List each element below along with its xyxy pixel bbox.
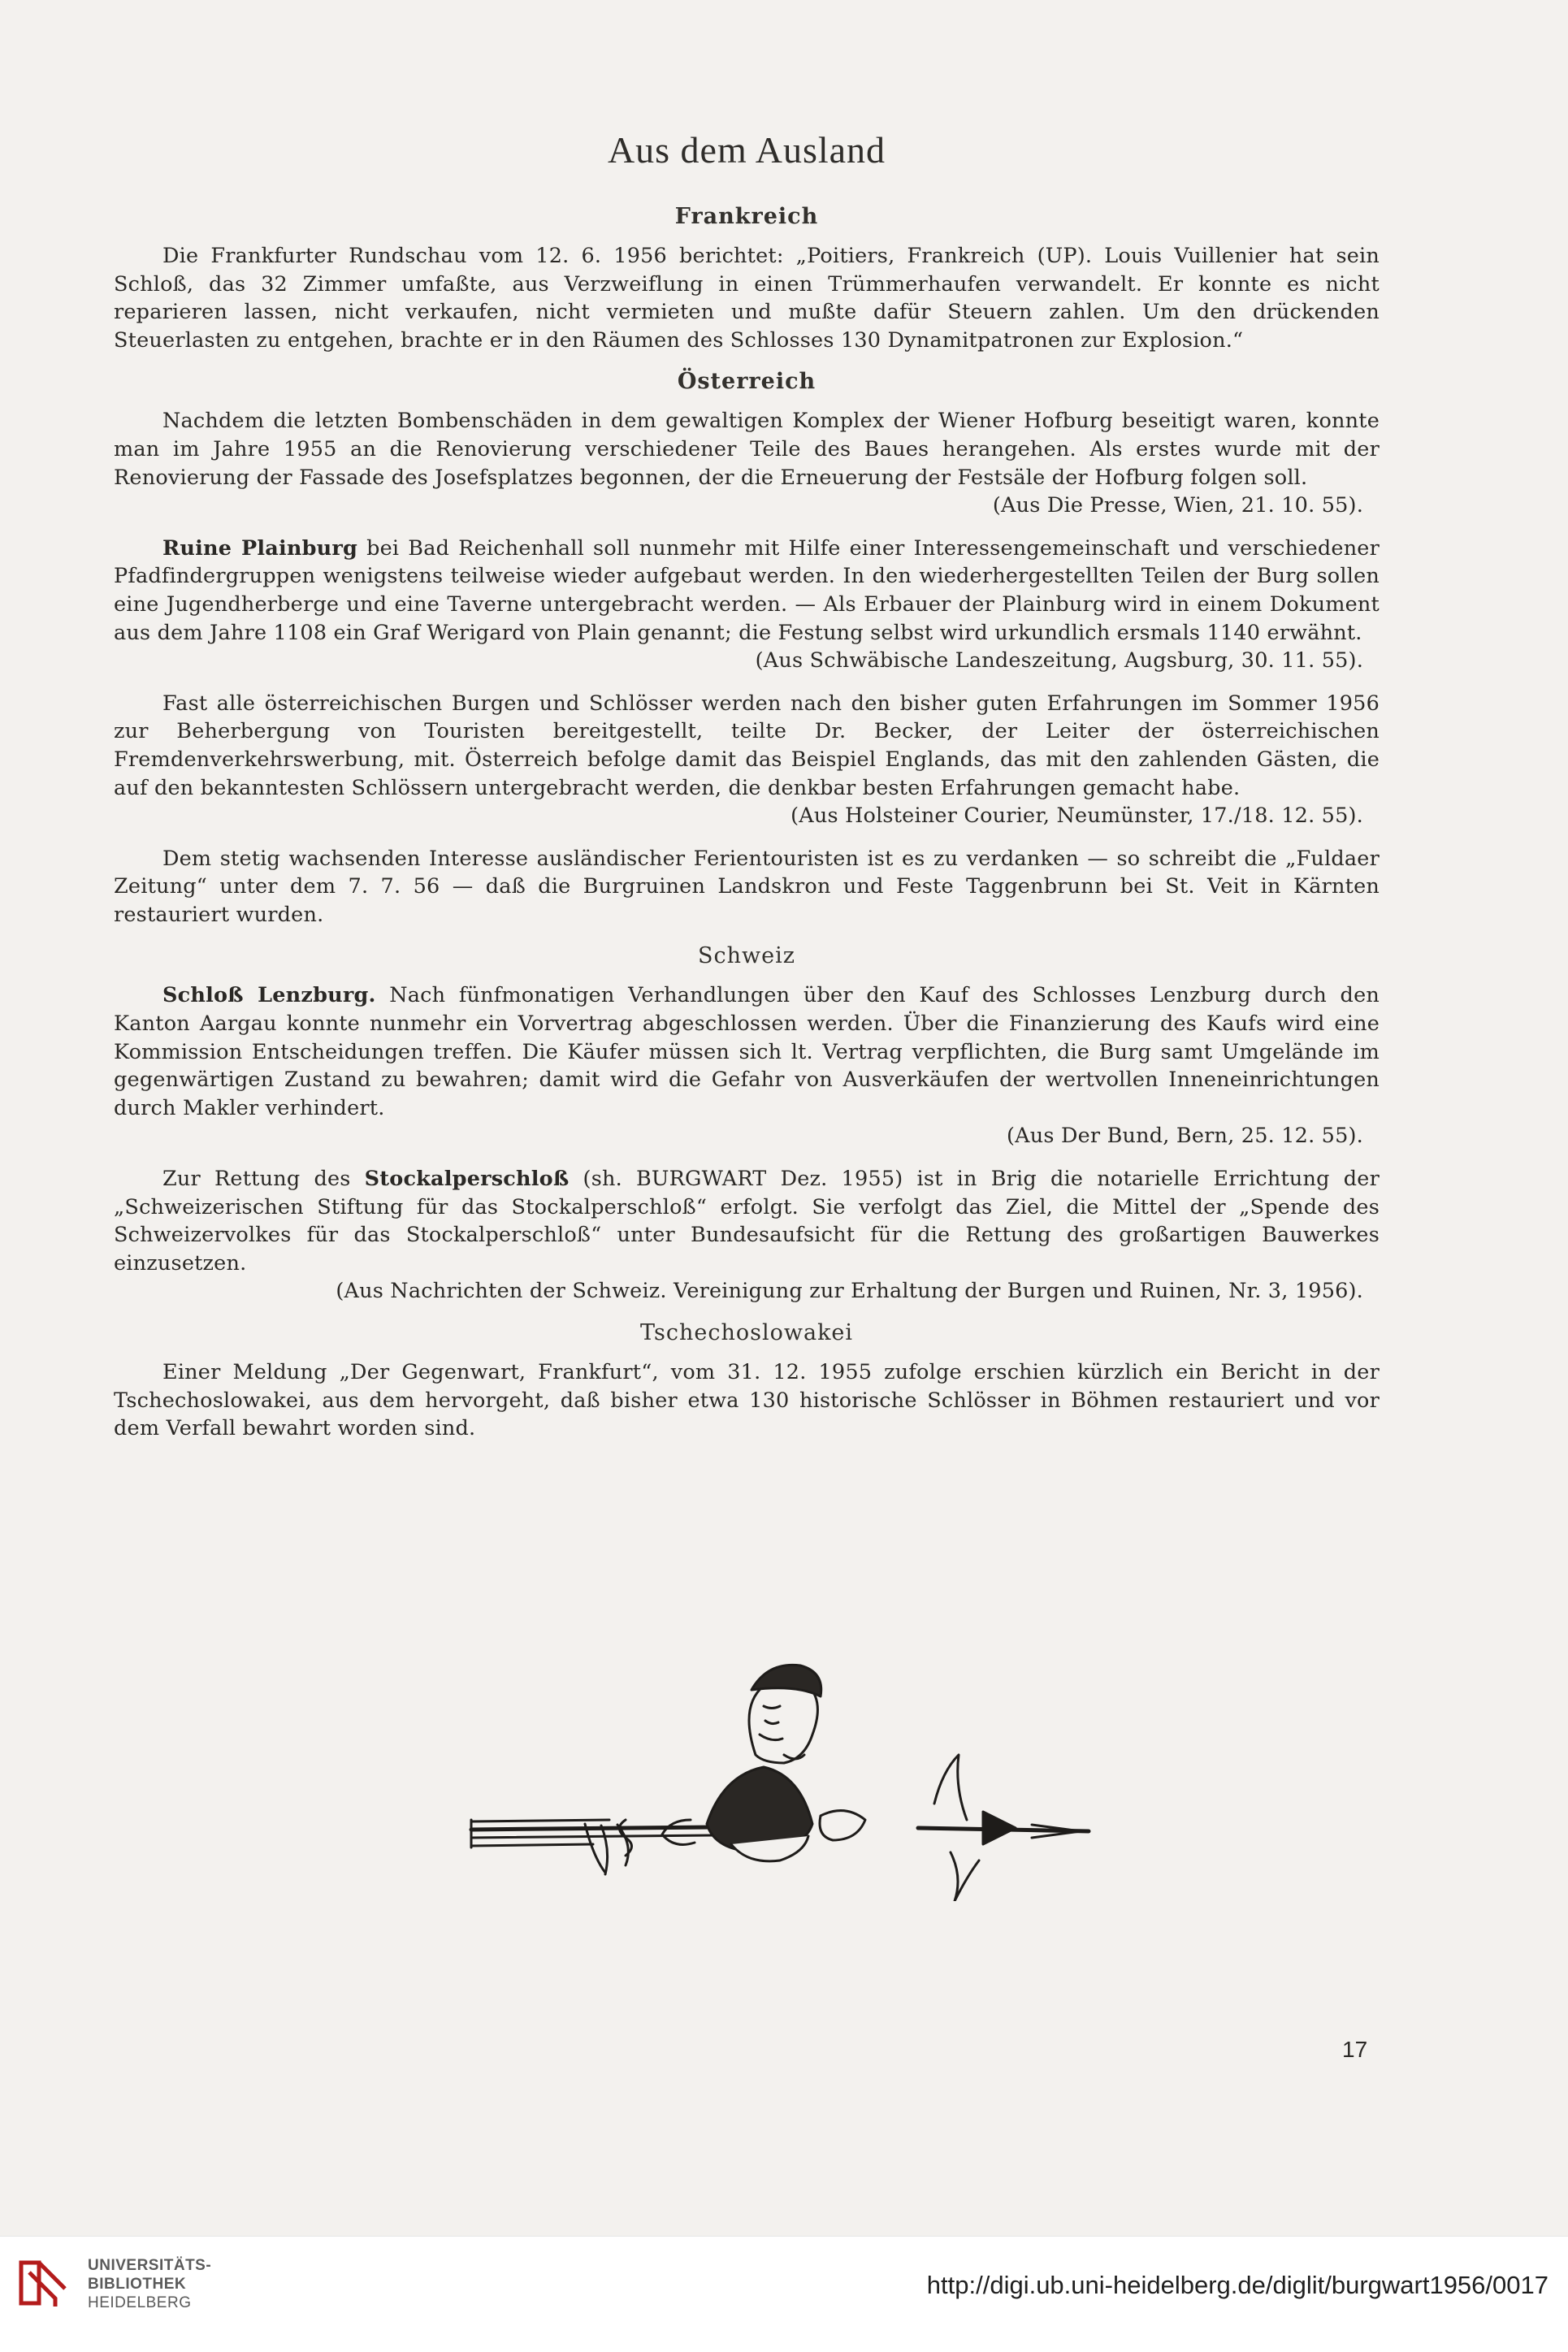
footer-bar [0, 2236, 1568, 2352]
library-name-line1: UNIVERSITÄTS- [88, 2257, 212, 2274]
section-heading-tschechoslowakei: Tschechoslowakei [639, 1320, 854, 1345]
paragraph-hofburg [114, 407, 1380, 519]
paragraph-plainburg-text: bei Bad Reichenhall soll nunmehr mit Hilfe einer Interessengemeinschaft und verschiedener Pfadfindergruppen wenigstens teilweise wieder aufgebaut werden. In den wiederhergestellten Teilen der Burg sollen eine Jugendherberge und eine Taverne untergebracht werden. — Als Erbauer der Plainburg wird in einem Dokument aus dem Jahre 1108 ein Graf Werigard von Plain genannt; die Festung selbst wird urkundlich ersmals 1140 erwähnt. [114, 535, 1380, 645]
bold-term: Stockalperschloß [364, 1167, 570, 1192]
source-citation: (Aus Die Presse, Wien, 21. 10. 55). [992, 493, 1363, 518]
paragraph-tschechoslowakei: Einer Meldung „Der Gegenwart, Frankfurt“, vom 31. 12. 1955 zufolge erschien kürzlich ein Bericht in der Tschechoslowakei, aus dem hervorgeht, daß bisher etwa 130 historische Schlösser in Böhmen restauriert und vor dem Verfall bewahrt worden sind. [114, 1360, 1380, 1441]
library-name-line2: BIBLIOTHEK [88, 2276, 187, 2293]
library-name [88, 2256, 211, 2312]
permalink-url[interactable]: http://digi.ub.uni-heidelberg.de/diglit/burgwart1956/0017 [926, 2271, 1549, 2299]
section-heading-frankreich: Frankreich [674, 204, 819, 229]
library-name-line3: HEIDELBERG [88, 2294, 192, 2311]
section-heading-oesterreich: Österreich [677, 369, 816, 395]
library-logo-icon [15, 2255, 71, 2311]
source-citation: (Aus Nachrichten der Schweiz. Vereinigung zur Erhaltung der Burgen und Ruinen, Nr. 3, 1956). [336, 1279, 1363, 1304]
source-citation: (Aus Der Bund, Bern, 25. 12. 55). [1006, 1124, 1363, 1149]
article-body [114, 128, 1380, 1458]
source-citation: (Aus Holsteiner Courier, Neumünster, 17./18. 12. 55). [790, 803, 1363, 829]
section-heading-schweiz: Schweiz [698, 943, 795, 969]
paragraph-lenzburg-text: Nach fünfmonatigen Verhandlungen über den Kauf des Schlosses Lenzburg durch den Kanton Aargau konnte nunmehr ein Vorvertrag abgeschlossen werden. Über die Finanzierung des Kaufs wird eine Kommission Entscheidungen treffen. Die Käufer müssen sich lt. Vertrag verpflichten, die Burg samt Umgelände im gegenwärtigen Zustand zu bewahren; damit wird die Gefahr von Ausverkäufen der wertvollen Inneneinrichtungen durch Makler verhindert. [114, 983, 1380, 1120]
paragraph-fuldaer-zeitung: Dem stetig wachsenden Interesse ausländischer Ferientouristen ist es zu verdanken — so schreibt die „Fuldaer Zeitung“ unter dem 7. 7. 56 — daß die Burgruinen Landskron und Feste Taggenbrunn bei St. Veit in Kärnten restauriert wurden. [114, 846, 1380, 927]
paragraph-stockalper-lead: Zur Rettung des [162, 1167, 365, 1192]
paragraph-plainburg [114, 535, 1380, 675]
bold-lead: Ruine Plainburg [162, 535, 358, 561]
paragraph-stockalper-text: (sh. BURGWART Dez. 1955) ist in Brig die notarielle Errichtung der „Schweizerischen Stiftung für das Stockalperschloß“ erfolgt. Sie verfolgt das Ziel, die Mittel der „Spende des Schweizervolkes für das Stockalperschloß“ unter Bundesaufsicht für die Rettung des großartigen Bauwerkes einzusetzen. [114, 1167, 1380, 1276]
paragraph-frankreich: Die Frankfurter Rundschau vom 12. 6. 1956 berichtet: „Poitiers, Frankreich (UP). Louis Vuillenier hat sein Schloß, das 32 Zimmer umfaßte, aus Verzweiflung in einen Trümmerhaufen verwandelt. Er konnte es nicht reparieren lassen, nicht verkaufen, nicht vermieten und mußte dafür Steuern zahlen. Um den drückenden Steuerlasten zu entgehen, brachte er in den Räumen des Schlosses 130 Dynamitpatronen zur Explosion.“ [114, 244, 1380, 353]
paragraph-stockalperschloss [114, 1165, 1380, 1306]
paragraph-burgen-touristen [114, 690, 1380, 830]
page-number: 17 [1342, 2037, 1368, 2062]
paragraph-lenzburg [114, 981, 1380, 1150]
paragraph-hofburg-text: Nachdem die letzten Bombenschäden in dem gewaltigen Komplex der Wiener Hofburg beseitigt waren, konnte man im Jahre 1955 an die Renovierung verschiedener Teile des Baues herangehen. Als erstes wurde mit der Renovierung der Fassade des Josefsplatzes begonnen, der die Erneuerung der Festsäle der Hofburg folgen soll. [114, 409, 1380, 490]
bold-lead: Schloß Lenzburg. [162, 983, 376, 1008]
page-title: Aus dem Ausland [607, 129, 886, 171]
halberdier-illustration [463, 1657, 1105, 1901]
paragraph-burgen-text: Fast alle österreichischen Burgen und Schlösser werden nach den bisher guten Erfahrungen im Sommer 1956 zur Beherbergung von Touristen bereitgestellt, teilte Dr. Becker, der Leiter der österreichischen Fremdenverkehrswerbung, mit. Österreich befolge damit das Beispiel Englands, das mit den zahlenden Gästen, die auf den bekanntesten Schlössern untergebracht werden, die denkbar besten Erfahrungen gemacht habe. [114, 691, 1380, 800]
source-citation: (Aus Schwäbische Landeszeitung, Augsburg, 30. 11. 55). [755, 648, 1363, 674]
